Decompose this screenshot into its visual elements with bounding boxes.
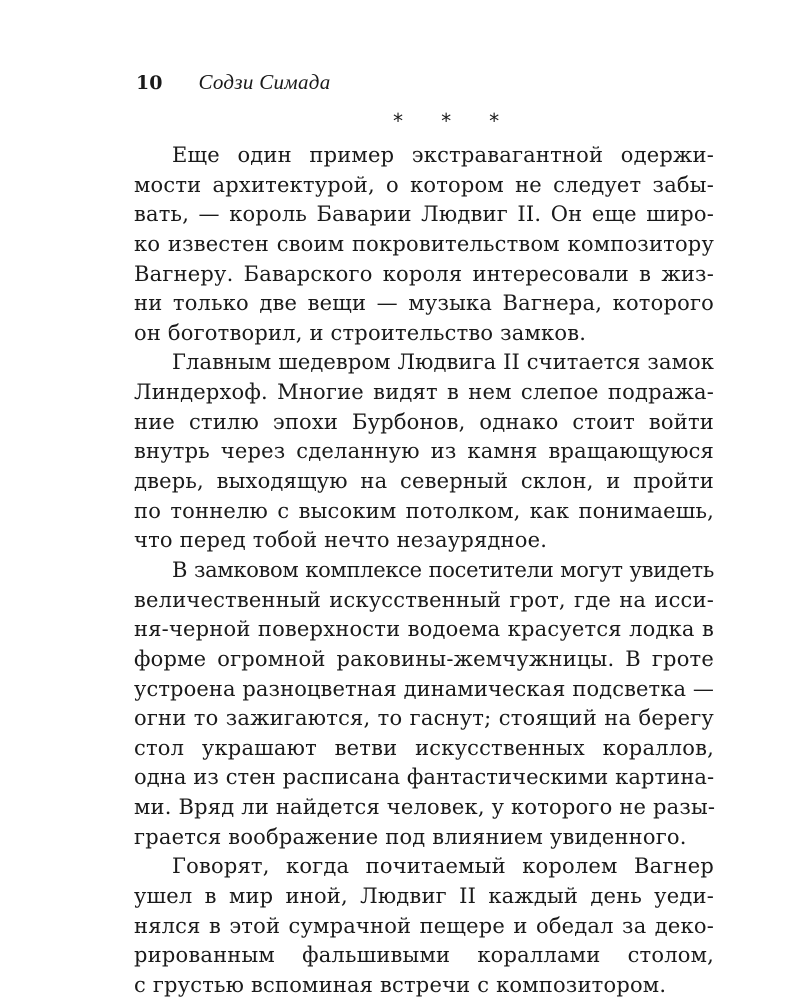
text-line: грается воображение под влиянием увиденного. [134,824,687,849]
body-text [134,141,714,1001]
text-line: нялся в этой сумрачной пещере и обедал за деко- [134,913,714,938]
text-line: форме огромной раковины-жемчужницы. В гроте [134,646,714,671]
text-line: ми. Вряд ли найдется человек, у которого не разы- [134,795,716,820]
text-line: В замковом комплексе посетители могут увидеть [172,557,714,582]
paragraph [134,141,714,348]
text-line: внутрь через сделанную из камня вращающуюся [134,439,714,464]
text-line: Линдерхоф. Многие видят в нем слепое подража- [134,380,714,405]
text-line: Еще один пример экстравагантной одержи- [172,143,714,167]
text-line: с грустью вспоминая встречи с композитором. [134,972,667,997]
text-line: Вагнеру. Баварского короля интересовали в жиз- [134,261,714,286]
section-separator: * * * [392,109,513,133]
text-line: ушел в мир иной, Людвиг II каждый день уеди- [134,884,714,909]
text-line: Говорят, когда почитаемый королем Вагнер [172,854,714,879]
text-line: Главным шедевром Людвига II считается замок [172,350,714,375]
text-line: по тоннелю с высоким потолком, как понимаешь, [134,498,714,523]
text-line: рированным фальшивыми кораллами столом, [134,943,714,968]
running-head [136,70,331,104]
text-line: величественный искусственный грот, где на исси- [134,587,714,612]
paragraph [134,852,714,1000]
text-line: ние стилю эпохи Бурбонов, однако стоит войти [134,409,714,434]
text-line: одна из стен расписана фантастическими картина- [134,765,715,790]
text-line: ко известен своим покровительством композитору [134,231,714,256]
paragraph [134,556,714,852]
text-line: вать, — король Баварии Людвиг II. Он еще широ- [134,202,714,227]
text-line: мости архитектурой, о котором не следует забы- [134,172,714,197]
text-line: дверь, выходящую на северный склон, и пройти [134,469,714,494]
text-line: устроена разноцветная динамическая подсветка — [134,676,714,701]
text-line: он боготворил, и строительство замков. [134,320,587,345]
page-number: 10 [136,72,163,94]
text-line: что перед тобой нечто незаурядное. [134,528,548,553]
paragraph [134,348,714,555]
text-line: ни только две вещи — музыка Вагнера, которого [134,291,714,316]
text-line: стол украшают ветви искусственных кораллов, [134,735,714,760]
text-line: огни то зажигаются, то гаснут; стоящий на берегу [134,706,714,731]
text-line: ня-черной поверхности водоема красуется лодка в [134,617,714,642]
running-title: Содзи Симада [198,70,331,94]
